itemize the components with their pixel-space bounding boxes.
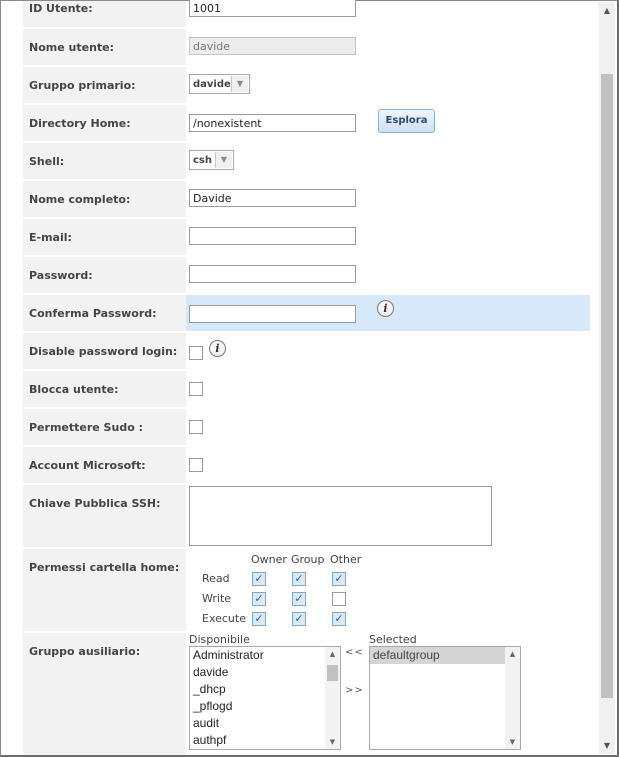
row-home-directory bbox=[23, 105, 590, 141]
scroll-up-icon[interactable]: ▲ bbox=[603, 6, 611, 15]
list-item[interactable]: _pflogd bbox=[193, 699, 233, 713]
perm-row-execute: Execute bbox=[202, 612, 246, 625]
row-email bbox=[23, 219, 590, 255]
row-primary-group bbox=[23, 67, 590, 103]
scroll-down-icon[interactable]: ▼ bbox=[603, 741, 611, 750]
full-name-input[interactable] bbox=[189, 189, 356, 207]
row-microsoft-account bbox=[23, 447, 590, 483]
row-username bbox=[23, 29, 590, 65]
ssh-key-label: Chiave Pubblica SSH: bbox=[23, 485, 186, 547]
disable-password-login-label: Disable password login: bbox=[23, 333, 186, 369]
info-icon[interactable]: i bbox=[209, 340, 226, 357]
row-home-permissions bbox=[23, 549, 590, 631]
full-name-label: Nome completo: bbox=[23, 181, 186, 217]
allow-sudo-checkbox[interactable] bbox=[189, 420, 203, 434]
perm-read-owner-checkbox[interactable]: ✓ bbox=[252, 572, 266, 586]
available-groups-list[interactable] bbox=[189, 646, 341, 750]
aux-groups-label: Gruppo ausiliario: bbox=[23, 633, 186, 755]
microsoft-account-label: Account Microsoft: bbox=[23, 447, 186, 483]
chevron-down-icon: ▼ bbox=[231, 76, 248, 92]
user-id-input[interactable] bbox=[189, 0, 356, 17]
perm-read-group-checkbox[interactable]: ✓ bbox=[292, 572, 306, 586]
microsoft-account-checkbox[interactable] bbox=[189, 458, 203, 472]
scroll-down-icon[interactable]: ▼ bbox=[329, 738, 336, 746]
username-input bbox=[189, 37, 356, 55]
perm-col-other: Other bbox=[330, 553, 362, 566]
browse-button[interactable]: Esplora bbox=[378, 109, 435, 133]
perm-read-other-checkbox[interactable]: ✓ bbox=[332, 572, 346, 586]
password-input[interactable] bbox=[189, 265, 356, 283]
list-item[interactable]: audit bbox=[193, 716, 220, 730]
scroll-up-icon[interactable]: ▲ bbox=[329, 650, 336, 658]
allow-sudo-label: Permettere Sudo : bbox=[23, 409, 186, 445]
perm-write-owner-checkbox[interactable]: ✓ bbox=[252, 592, 266, 606]
page-scrollbar[interactable] bbox=[599, 2, 615, 754]
perm-execute-group-checkbox[interactable]: ✓ bbox=[292, 612, 306, 626]
row-password bbox=[23, 257, 590, 293]
perm-col-group: Group bbox=[291, 553, 325, 566]
shell-value: csh bbox=[193, 154, 212, 166]
perm-write-group-checkbox[interactable]: ✓ bbox=[292, 592, 306, 606]
list-item[interactable]: _dhcp bbox=[193, 682, 226, 696]
user-id-label: ID Utente: bbox=[23, 1, 186, 27]
perm-write-other-checkbox[interactable] bbox=[332, 592, 346, 606]
perm-execute-owner-checkbox[interactable]: ✓ bbox=[252, 612, 266, 626]
perm-row-read: Read bbox=[202, 572, 230, 585]
perm-execute-other-checkbox[interactable]: ✓ bbox=[332, 612, 346, 626]
shell-label: Shell: bbox=[23, 143, 186, 179]
home-directory-label: Directory Home: bbox=[23, 105, 186, 141]
scroll-down-icon[interactable]: ▼ bbox=[509, 738, 516, 746]
remove-group-button[interactable]: << bbox=[345, 647, 364, 658]
email-label: E-mail: bbox=[23, 219, 186, 255]
row-disable-password-login bbox=[23, 333, 590, 369]
ssh-key-textarea[interactable] bbox=[189, 486, 492, 546]
row-allow-sudo bbox=[23, 409, 590, 445]
scroll-thumb[interactable] bbox=[327, 665, 338, 681]
add-group-button[interactable]: >> bbox=[345, 685, 364, 696]
row-confirm-password bbox=[23, 295, 590, 331]
confirm-password-input[interactable] bbox=[189, 305, 356, 323]
disable-password-login-checkbox[interactable] bbox=[189, 346, 203, 360]
selected-groups-list[interactable] bbox=[369, 646, 521, 750]
perm-row-write: Write bbox=[202, 592, 232, 605]
selected-caption: Selected bbox=[369, 633, 417, 646]
row-aux-groups bbox=[23, 633, 590, 755]
available-list-scrollbar[interactable] bbox=[325, 647, 340, 749]
list-item[interactable]: authpf bbox=[193, 733, 227, 747]
password-label: Password: bbox=[23, 257, 186, 293]
chevron-down-icon: ▼ bbox=[215, 152, 232, 168]
primary-group-select[interactable] bbox=[189, 74, 250, 94]
row-lock-user bbox=[23, 371, 590, 407]
home-directory-input[interactable] bbox=[189, 114, 356, 132]
permissions-grid bbox=[186, 549, 590, 631]
home-permissions-label: Permessi cartella home: bbox=[23, 549, 186, 631]
list-item[interactable]: defaultgroup bbox=[370, 647, 505, 664]
confirm-password-label: Conferma Password: bbox=[23, 295, 186, 331]
selected-list-scrollbar[interactable] bbox=[505, 647, 520, 749]
scroll-up-icon[interactable]: ▲ bbox=[509, 650, 516, 658]
primary-group-value: davide bbox=[193, 78, 231, 90]
row-full-name bbox=[23, 181, 590, 217]
lock-user-checkbox[interactable] bbox=[189, 382, 203, 396]
email-input[interactable] bbox=[189, 227, 356, 245]
scroll-thumb[interactable] bbox=[601, 74, 613, 698]
list-item[interactable]: Administrator bbox=[193, 648, 264, 662]
username-label: Nome utente: bbox=[23, 29, 186, 65]
row-ssh-key bbox=[23, 485, 590, 547]
list-item[interactable]: davide bbox=[193, 665, 229, 679]
available-caption: Disponibile bbox=[189, 633, 250, 646]
info-icon[interactable]: i bbox=[377, 300, 394, 317]
row-user-id bbox=[23, 1, 590, 27]
shell-select[interactable] bbox=[189, 150, 234, 170]
lock-user-label: Blocca utente: bbox=[23, 371, 186, 407]
primary-group-label: Gruppo primario: bbox=[23, 67, 186, 103]
perm-col-owner: Owner bbox=[251, 553, 287, 566]
row-shell bbox=[23, 143, 590, 179]
